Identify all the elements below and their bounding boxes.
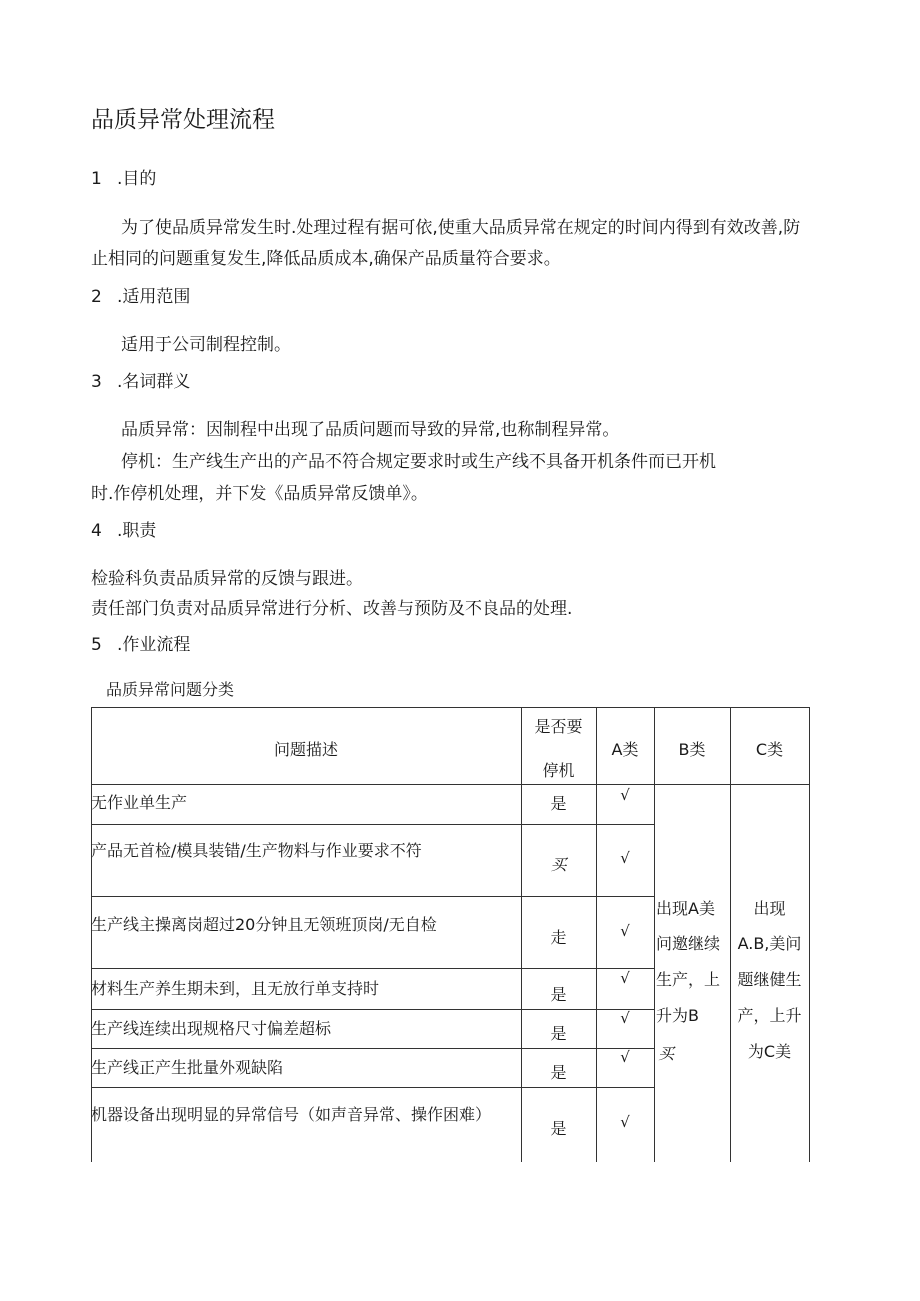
purpose-text-line2: 止相同的问题重复发生,降低品质成本,确保产品质量符合要求。 (91, 249, 561, 269)
row-check-a: √ (620, 969, 630, 987)
class-c-merged-line: 题继健生 (737, 970, 802, 989)
row-description: 生产线正产生批量外观缺陷 (91, 1058, 284, 1077)
row-check-a: √ (620, 1113, 630, 1131)
row-check-a: √ (620, 922, 630, 940)
section-heading-text: .目的 (117, 169, 157, 189)
row-stop: 是 (550, 1063, 567, 1082)
row-line (91, 824, 655, 825)
row-description: 机器设备出现明显的异常信号（如声音异常、操作困难） (91, 1105, 492, 1124)
row-stop: 是 (550, 794, 567, 813)
page-title: 品质异常处理流程 (91, 107, 275, 133)
purpose-text-line1: 为了使品质异常发生时.处理过程有据可依,使重大品质异常在规定的时间内得到有效改善,防 (121, 218, 801, 238)
section-5-heading (91, 630, 190, 655)
section-heading-text: .名词群义 (117, 372, 191, 392)
row-stop: 是 (550, 985, 567, 1004)
definition-quality-abnormal: 品质异常：因制程中出现了品质问题而导致的异常,也称制程异常。 (121, 420, 620, 440)
class-c-merged-line: 为C美 (747, 1042, 792, 1061)
class-c-merged-line: 产，上升 (737, 1006, 802, 1025)
section-1-heading (91, 164, 156, 189)
duty-line2: 责任部门负责对品质异常进行分析、改善与预防及不良品的处理. (91, 599, 573, 619)
header-stop-line1: 是否要 (534, 717, 583, 736)
row-stop: 是 (550, 1119, 567, 1138)
section-heading-text: .职责 (117, 521, 157, 541)
header-class-c: C类 (755, 740, 784, 759)
section-number: 4 (91, 521, 102, 541)
header-class-a: A类 (611, 740, 639, 759)
section-2-heading (91, 282, 190, 307)
section-number: 1 (91, 169, 102, 189)
table-border-top (91, 707, 810, 708)
class-c-merged-line: A.B,美问 (737, 934, 802, 953)
section-4-heading (91, 516, 156, 541)
row-stop: 买 (550, 855, 567, 874)
table-border-right (809, 707, 810, 1162)
row-description: 生产线主操离岗超过20分钟且无领班顶岗/无自检 (91, 915, 437, 934)
class-b-merged-line: 升为B (656, 1006, 699, 1025)
section-number: 2 (91, 287, 102, 307)
class-b-merged-line: 生产，上 (656, 970, 721, 989)
class-b-merged-line: 出现A美 (656, 899, 715, 918)
header-class-b: B类 (678, 740, 706, 759)
header-description: 问题描述 (273, 740, 338, 759)
row-check-a: √ (620, 1048, 630, 1066)
definition-stop-line1: 停机：生产线生产出的产品不符合规定要求时或生产线不具备开机条件而已开机 (121, 452, 716, 472)
section-3-heading (91, 367, 190, 392)
table-divider (654, 707, 655, 1162)
row-line (91, 1009, 655, 1010)
row-line (91, 1048, 655, 1049)
row-description: 生产线连续出现规格尺寸偏差超标 (91, 1019, 332, 1038)
row-description: 产品无首检/模具装错/生产物料与作业要求不符 (91, 841, 422, 860)
section-number: 5 (91, 635, 102, 655)
row-line (91, 1087, 655, 1088)
row-stop: 是 (550, 1024, 567, 1043)
row-check-a: √ (620, 786, 630, 804)
section-heading-text: .作业流程 (117, 635, 191, 655)
scope-text: 适用于公司制程控制。 (121, 335, 291, 355)
section-number: 3 (91, 372, 102, 392)
header-stop-line2: 停机 (542, 761, 575, 780)
row-description: 无作业单生产 (91, 793, 188, 812)
class-b-merged-line: 问邀继续 (656, 934, 721, 953)
section-heading-text: .适用范围 (117, 287, 191, 307)
definition-stop-line2: 时.作停机处理，并下发《品质异常反馈单》。 (91, 484, 428, 504)
header-bottom-line (91, 784, 810, 785)
class-b-merged-line: 买 (658, 1044, 675, 1063)
row-line (91, 896, 655, 897)
duty-line1: 检验科负责品质异常的反馈与跟进。 (91, 569, 363, 589)
row-description: 材料生产养生期未到，且无放行单支持时 (91, 979, 380, 998)
row-check-a: √ (620, 849, 630, 867)
row-check-a: √ (620, 1009, 630, 1027)
classification-table (91, 707, 810, 1162)
row-line (91, 968, 655, 969)
row-stop: 走 (550, 928, 567, 947)
class-c-merged-line: 出现 (753, 899, 786, 918)
table-caption: 品质异常问题分类 (106, 680, 235, 699)
